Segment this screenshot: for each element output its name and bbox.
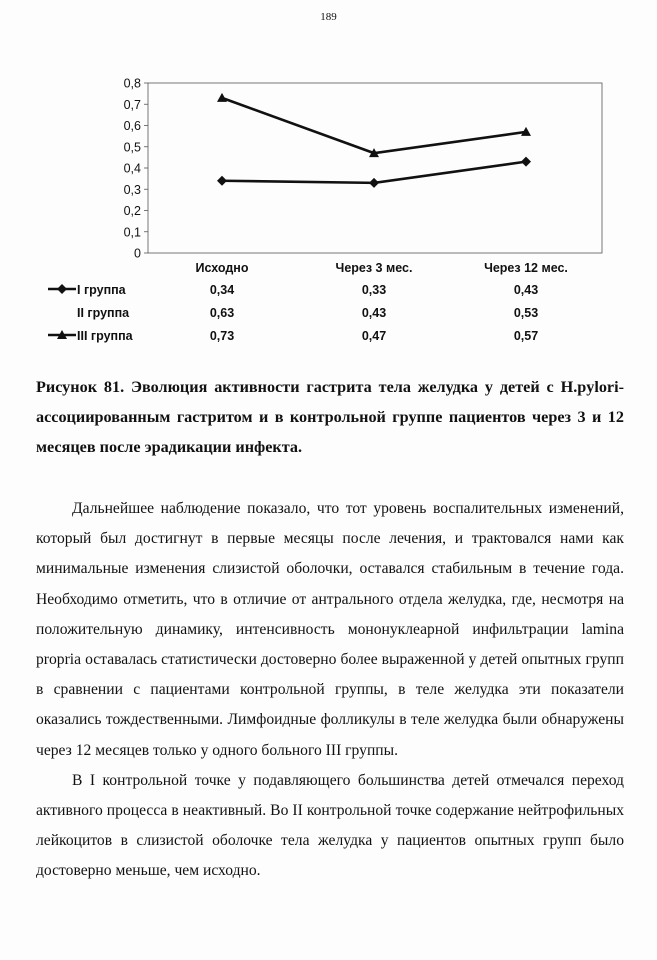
data-value: 0,57 bbox=[513, 329, 539, 343]
paragraph: Дальнейшее наблюдение показало, что тот уровень воспалительных изменений, который был достигнут в первые месяцы после лечения, и трактовался нами как минимальные изменения слизистой оболочки, оставался стабильным в течение года. Необходимо отметить, что в отличие от антрального отдела желудка, где, несмотря на положительную динамику, интенсивность мононуклеарной инфильтрации lamina propria оставалась статистически достоверно более выраженной у детей опытных групп в сравнении с пациентами контрольной группы, в теле желудка эти показатели оказались тождественными. Лимфоидные фолликулы в теле желудка были обнаружены через 12 месяцев только у одного больного III группы. bbox=[36, 500, 624, 759]
y-tick-label: 0 bbox=[134, 246, 141, 261]
data-value: 0,33 bbox=[361, 283, 387, 297]
plot-area bbox=[148, 83, 602, 253]
data-point bbox=[217, 93, 227, 102]
body-text bbox=[36, 494, 624, 887]
data-value: 0,43 bbox=[513, 283, 539, 297]
figure-caption: Рисунок 81. Эволюция активности гастрита тела желудка у детей с H.pylori-ассоциированным гастритом и в контрольной группе пациентов через 3 и 12 месяцев после эрадикации инфекта. bbox=[36, 378, 624, 456]
y-tick-label: 0,3 bbox=[123, 182, 141, 197]
data-value: 0,34 bbox=[209, 283, 235, 297]
x-category-label: Исходно bbox=[195, 261, 249, 275]
legend-label: II группа bbox=[77, 306, 130, 320]
data-value: 0,47 bbox=[361, 329, 387, 343]
data-value: 0,43 bbox=[361, 306, 387, 320]
line-chart bbox=[0, 0, 657, 365]
data-value: 0,73 bbox=[209, 329, 235, 343]
y-tick-label: 0,6 bbox=[123, 119, 141, 133]
y-tick-label: 0,5 bbox=[123, 140, 141, 155]
legend-label: I группа bbox=[77, 283, 126, 297]
data-value: 0,63 bbox=[209, 306, 235, 320]
data-value: 0,53 bbox=[513, 306, 539, 320]
data-point bbox=[217, 176, 227, 186]
page-number: 189 bbox=[320, 11, 337, 23]
y-tick-label: 0,2 bbox=[123, 204, 141, 218]
paragraph: В I контрольной точке у подавляющего большинства детей отмечался переход активного процесса в неактивный. Во II контрольной точке содержание нейтрофильных лейкоцитов в слизистой оболочке тела желудка у пациентов опытных групп было достоверно меньше, чем исходно. bbox=[36, 771, 624, 880]
legend-label: III группа bbox=[77, 329, 133, 343]
legend-marker bbox=[57, 284, 67, 294]
data-point bbox=[521, 157, 531, 167]
y-tick-label: 0,8 bbox=[123, 76, 141, 91]
series-line bbox=[222, 98, 526, 153]
y-tick-label: 0,4 bbox=[123, 161, 141, 176]
y-tick-label: 0,7 bbox=[123, 97, 141, 112]
x-category-label: Через 12 мес. bbox=[484, 261, 568, 275]
data-point bbox=[369, 178, 379, 188]
y-tick-label: 0,1 bbox=[123, 225, 141, 240]
x-category-label: Через 3 мес. bbox=[335, 261, 413, 275]
